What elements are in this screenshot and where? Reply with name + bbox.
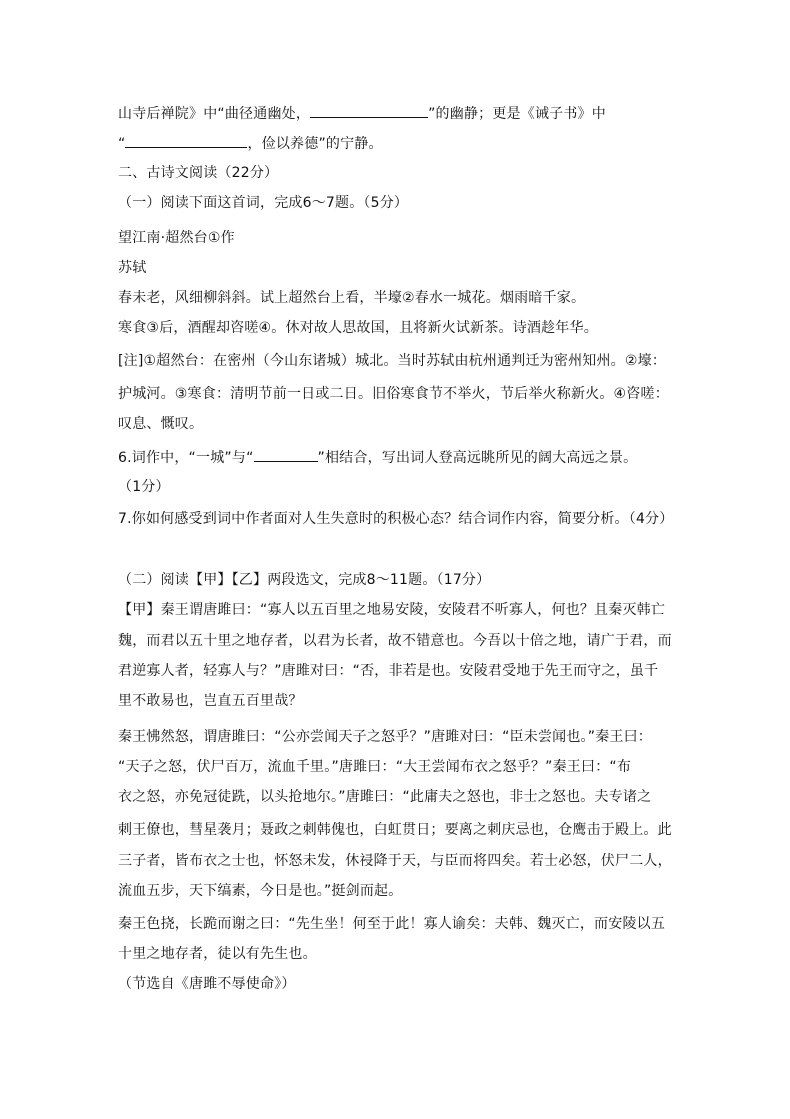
answer-blank[interactable] [310,103,428,118]
question-7: 7.你如何感受到词中作者面对人生失意时的积极心态？结合词作内容，简要分析。（4分） [118,511,674,527]
text-segment: 6.词作中，“一城”与“ [118,450,254,466]
part-heading: （一）阅读下面这首词，完成6～7题。（5分） [118,195,409,211]
passage-line: 刺王僚也，彗星袭月；聂政之刺韩傀也，白虹贯日；要离之刺庆忌也，仓鹰击于殿上。此 [118,822,672,838]
fill-blank-line-2 [118,133,383,154]
fill-blank-line-1 [118,103,606,124]
passage-line: 里不敢易也，岂直五百里哉？ [118,693,303,709]
passage-line: 十里之地存者，徒以有先生也。 [118,946,317,962]
poem-title: 望江南·超然台①作 [118,230,235,246]
passage-line: 秦王色挠，长跪而谢之曰：“先生坐！何至于此！寡人谕矣：夫韩、魏灭亡，而安陵以五 [118,916,666,932]
passage-line: 君逆寡人者，轻寡人与？”唐雎对曰：“否，非若是也。安陵君受地于先王而守之，虽千 [118,663,659,679]
passage-line: “天子之怒，伏尸百万，流血千里。”唐雎曰：“大王尝闻布衣之怒乎？”秦王曰：“布 [118,759,632,775]
text-segment: ，俭以养德”的宁静。 [247,136,383,152]
poem-line: 春未老，风细柳斜斜。试上超然台上看，半壕②春水一城花。烟雨暗千家。 [118,290,586,306]
note-line: 护城河。③寒食：清明节前一日或二日。旧俗寒食节不举火，节后举火称新火。④咨嗟： [118,386,669,402]
answer-blank[interactable] [125,133,247,148]
text-segment: 山寺后禅院》中“曲径通幽处， [118,106,311,122]
poem-author: 苏轼 [118,260,147,276]
section-heading: 二、古诗文阅读（22分） [118,165,279,181]
text-segment: “ [118,136,126,152]
passage-line: 三子者，皆布衣之士也，怀怒未发，休祲降于天，与臣而将四矣。若士必怒，伏尸二人， [118,853,672,869]
text-segment: ”的幽静；更是《诫子书》中 [428,106,606,122]
question-6 [118,447,637,468]
passage-line: 魏，而君以五十里之地存者，以君为长者，故不错意也。今吾以十倍之地，请广于君，而 [118,633,672,649]
passage-line: 【甲】秦王谓唐雎曰：“寡人以五百里之地易安陵，安陵君不听寡人，何也？且秦灭韩亡 [118,602,666,618]
answer-blank[interactable] [254,447,318,462]
passage-source: （节选自《唐雎不辱使命》） [118,976,296,992]
passage-line: 秦王怫然怒，谓唐雎曰：“公亦尝闻天子之怒乎？”唐雎对曰：“臣未尝闻也。”秦王曰： [118,729,653,745]
note-line: 叹息、慨叹。 [118,416,204,432]
question-score: （1分） [118,479,170,495]
note-line: [注]①超然台：在密州（今山东诸城）城北。当时苏轼由杭州通判迁为密州知州。②壕： [118,353,667,369]
part-heading: （二）阅读【甲】【乙】两段选文，完成8～11题。（17分） [118,572,491,588]
poem-line: 寒食③后，酒醒却咨嗟④。休对故人思故国，且将新火试新茶。诗酒趁年华。 [118,320,598,336]
passage-line: 衣之怒，亦免冠徒跣，以头抢地尔。”唐雎曰：“此庸夫之怒也，非士之怒也。夫专诸之 [118,789,652,805]
text-segment: ”相结合，写出词人登高远眺所见的阔大高远之景。 [317,450,638,466]
passage-line: 流血五步，天下缟素，今日是也。”挺剑而起。 [118,883,403,899]
